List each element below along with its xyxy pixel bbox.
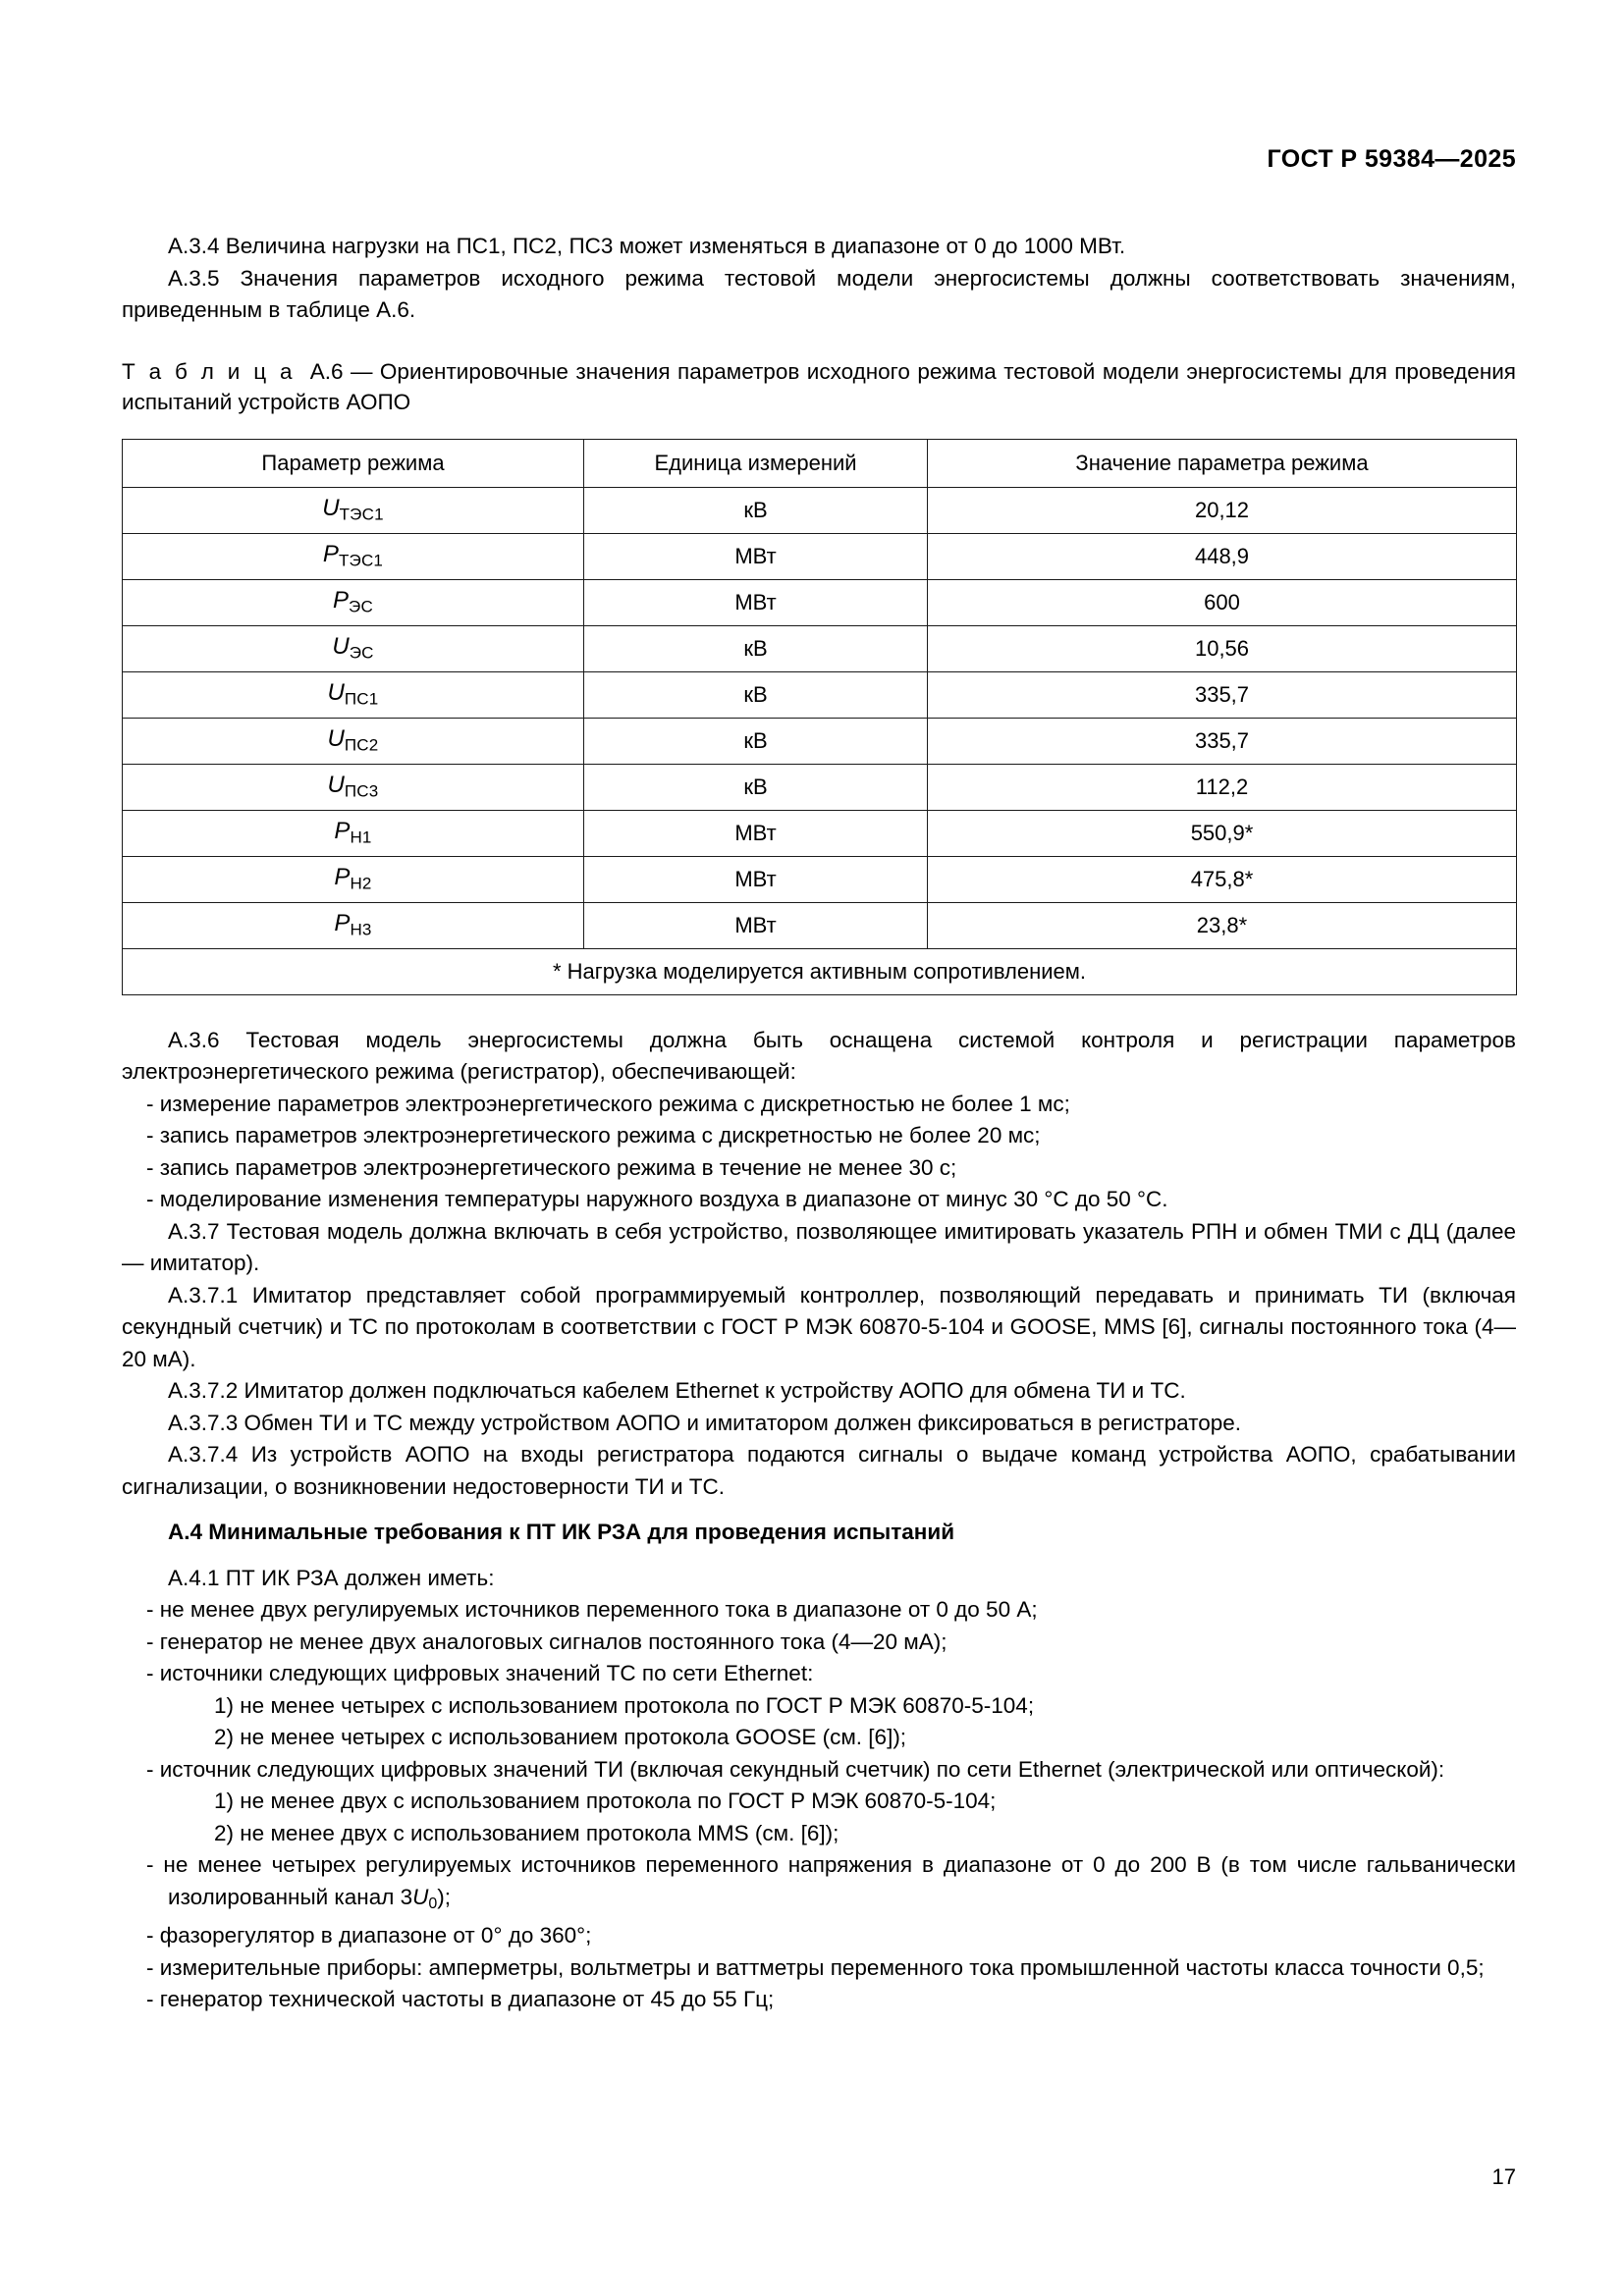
list-item-text-part2: ); <box>437 1884 452 1909</box>
parameter-subscript: ТЭС1 <box>338 551 384 570</box>
paragraph-a-3-7-2: А.3.7.2 Имитатор должен подключаться кабелем Ethernet к устройству АОПО для обмена ТИ и ТС. <box>168 1378 1186 1403</box>
parameter-subscript: ПС1 <box>344 689 379 709</box>
table-cell-unit: МВт <box>584 902 928 948</box>
table-row <box>123 625 1517 671</box>
parameter-subscript: ЭС <box>349 643 374 663</box>
table-row <box>123 764 1517 810</box>
paragraph-a-3-7-3: А.3.7.3 Обмен ТИ и ТС между устройством АОПО и имитатором должен фиксироваться в регистраторе. <box>168 1410 1242 1435</box>
parameter-subscript: ПС2 <box>344 735 379 755</box>
table-cell-parameter <box>123 718 584 764</box>
table-cell-unit: кВ <box>584 718 928 764</box>
parameter-symbol: P <box>334 864 351 891</box>
table-cell-value: 600 <box>928 579 1517 625</box>
paragraph-a-4-1: А.4.1 ПТ ИК РЗА должен иметь: <box>168 1565 495 1590</box>
parameter-symbol: U <box>322 495 340 522</box>
paragraph-a-3-7-1: А.3.7.1 Имитатор представляет собой программируемый контроллер, позволяющий передавать и принимать ТИ (включая секундный счетчик) и ТС по протоколам в соответствии с ГОСТ Р МЭК 60870-5-104 и GOOSE, MMS [6], сигналы постоянного тока (4—20 мА). <box>122 1282 1516 1371</box>
table-row <box>123 533 1517 579</box>
list-item: - фазорегулятор в диапазоне от 0° до 360°; <box>146 1923 592 1948</box>
parameter-subscript: ПС3 <box>344 781 379 801</box>
parameter-symbol: U <box>327 679 345 707</box>
numbered-list-item: 1) не менее четырех с использованием протокола по ГОСТ Р МЭК 60870-5-104; <box>214 1692 1035 1718</box>
list-item: - измерительные приборы: амперметры, вольтметры и ваттметры переменного тока промышленной частоты класса точности 0,5; <box>146 1954 1485 1980</box>
paragraph-a-3-7: А.3.7 Тестовая модель должна включать в себя устройство, позволяющее имитировать указатель РПН и обмен ТМИ с ДЦ (далее — имитатор). <box>122 1218 1516 1275</box>
variable-subscript: 0 <box>428 1895 438 1912</box>
list-item: - моделирование изменения температуры наружного воздуха в диапазоне от минус 30 °С до 50 °С. <box>146 1187 1168 1211</box>
table-cell-unit: кВ <box>584 764 928 810</box>
parameter-subscript: Н3 <box>350 920 372 939</box>
table-cell-value: 20,12 <box>928 487 1517 533</box>
table-column-header-parameter: Параметр режима <box>123 439 584 487</box>
table-cell-parameter <box>123 764 584 810</box>
table-row <box>123 718 1517 764</box>
table-cell-parameter <box>123 671 584 718</box>
variable-3u0 <box>412 1884 438 1912</box>
table-cell-value: 112,2 <box>928 764 1517 810</box>
list-item: - не менее двух регулируемых источников переменного тока в диапазоне от 0 до 50 А; <box>146 1597 1038 1622</box>
table-row <box>123 487 1517 533</box>
table-cell-parameter <box>123 856 584 902</box>
spacer <box>122 417 1516 439</box>
list-item: - источник следующих цифровых значений ТИ (включая секундный счетчик) по сети Ethernet (электрической или оптической): <box>146 1756 1445 1782</box>
numbered-list-item: 2) не менее четырех с использованием протокола GOOSE (см. [6]); <box>214 1725 907 1749</box>
table-cell-parameter <box>123 625 584 671</box>
table-cell-value: 550,9* <box>928 810 1517 856</box>
table-cell-value: 475,8* <box>928 856 1517 902</box>
table-footnote: * Нагрузка моделируется активным сопротивлением. <box>123 948 1517 994</box>
list-item-voltage-sources <box>122 1849 1516 1920</box>
list-item: - генератор технической частоты в диапазоне от 45 до 55 Гц; <box>146 1987 775 2011</box>
spacer <box>122 1549 1516 1563</box>
paragraph-a-3-6: А.3.6 Тестовая модель энергосистемы должна быть оснащена системой контроля и регистрации параметров электроэнергетического режима (регистратор), обеспечивающей: <box>122 1027 1516 1084</box>
table-cell-value: 10,56 <box>928 625 1517 671</box>
parameter-subscript: Н1 <box>350 828 372 847</box>
table-cell-unit: МВт <box>584 579 928 625</box>
table-column-header-unit: Единица измерений <box>584 439 928 487</box>
parameter-symbol: P <box>322 541 339 568</box>
table-header-row <box>123 439 1517 487</box>
spacer <box>122 1503 1516 1517</box>
paragraph-a-3-4: А.3.4 Величина нагрузки на ПС1, ПС2, ПС3 может изменяться в диапазоне от 0 до 1000 МВт. <box>168 234 1126 258</box>
table-footnote-row <box>123 948 1517 994</box>
list-item: - запись параметров электроэнергетического режима в течение не менее 30 с; <box>146 1154 957 1180</box>
table-cell-parameter <box>123 810 584 856</box>
parameter-subscript: ТЭС1 <box>339 505 384 524</box>
table-row <box>123 856 1517 902</box>
page-content <box>122 231 1516 2016</box>
parameter-symbol: U <box>327 772 345 799</box>
spacer <box>122 327 1516 356</box>
variable-symbol: U <box>412 1884 429 1909</box>
table-cell-unit: кВ <box>584 625 928 671</box>
list-item: - измерение параметров электроэнергетического режима с дискретностью не более 1 мс; <box>146 1091 1070 1116</box>
table-cell-parameter <box>123 533 584 579</box>
table-row <box>123 579 1517 625</box>
table-cell-value: 335,7 <box>928 671 1517 718</box>
paragraph-a-3-7-4: А.3.7.4 Из устройств АОПО на входы регистратора подаются сигналы о выдаче команд устройства АОПО, срабатывании сигнализации, о возникновении недостоверности ТИ и ТС. <box>122 1442 1516 1499</box>
table-cell-parameter <box>123 487 584 533</box>
table-cell-unit: кВ <box>584 487 928 533</box>
numbered-list-item: 2) не менее двух с использованием протокола MMS (см. [6]); <box>214 1820 839 1845</box>
table-a6 <box>122 439 1517 995</box>
paragraph-a-3-5: А.3.5 Значения параметров исходного режима тестовой модели энергосистемы должны соответствовать значениям, приведенным в таблице А.6. <box>122 265 1516 322</box>
list-item: - генератор не менее двух аналоговых сигналов постоянного тока (4—20 мА); <box>146 1629 947 1654</box>
parameter-subscript: Н2 <box>350 874 372 893</box>
list-item: - запись параметров электроэнергетического режима с дискретностью не более 20 мс; <box>146 1123 1041 1148</box>
table-cell-unit: кВ <box>584 671 928 718</box>
page-number: 17 <box>1491 2164 1516 2189</box>
table-cell-value: 23,8* <box>928 902 1517 948</box>
parameter-symbol: U <box>332 633 350 661</box>
table-cell-unit: МВт <box>584 533 928 579</box>
numbered-list-item: 1) не менее двух с использованием протокола по ГОСТ Р МЭК 60870-5-104; <box>214 1789 997 1813</box>
table-row <box>123 671 1517 718</box>
table-caption-number: А.6 <box>309 358 344 384</box>
page-header-standard-number: ГОСТ Р 59384—2025 <box>1267 145 1516 173</box>
table-row <box>123 810 1517 856</box>
table-row <box>123 902 1517 948</box>
spacer <box>122 995 1516 1025</box>
parameter-symbol: P <box>334 910 351 937</box>
table-cell-unit: МВт <box>584 810 928 856</box>
list-item-text-part1: - не менее четырех регулируемых источников переменного напряжения в диапазоне от 0 до 200 В (в том числе гальванически изолированный канал 3 <box>146 1852 1516 1909</box>
parameter-subscript: ЭС <box>349 597 373 616</box>
table-caption <box>122 356 1516 417</box>
table-cell-value: 448,9 <box>928 533 1517 579</box>
table-caption-text: — Ориентировочные значения параметров исходного режима тестовой модели энергосистемы для проведения испытаний устройств АОПО <box>122 358 1516 414</box>
table-cell-parameter <box>123 579 584 625</box>
parameter-symbol: P <box>334 818 351 845</box>
table-cell-unit: МВт <box>584 856 928 902</box>
parameter-symbol: U <box>327 725 345 753</box>
list-item: - источники следующих цифровых значений ТС по сети Ethernet: <box>146 1661 814 1685</box>
table-cell-value: 335,7 <box>928 718 1517 764</box>
section-heading-a-4: А.4 Минимальные требования к ПТ ИК РЗА для проведения испытаний <box>168 1520 955 1544</box>
table-column-header-value: Значение параметра режима <box>928 439 1517 487</box>
parameter-symbol: P <box>333 587 350 614</box>
table-caption-label: Т а б л и ц а <box>122 358 296 384</box>
table-cell-parameter <box>123 902 584 948</box>
